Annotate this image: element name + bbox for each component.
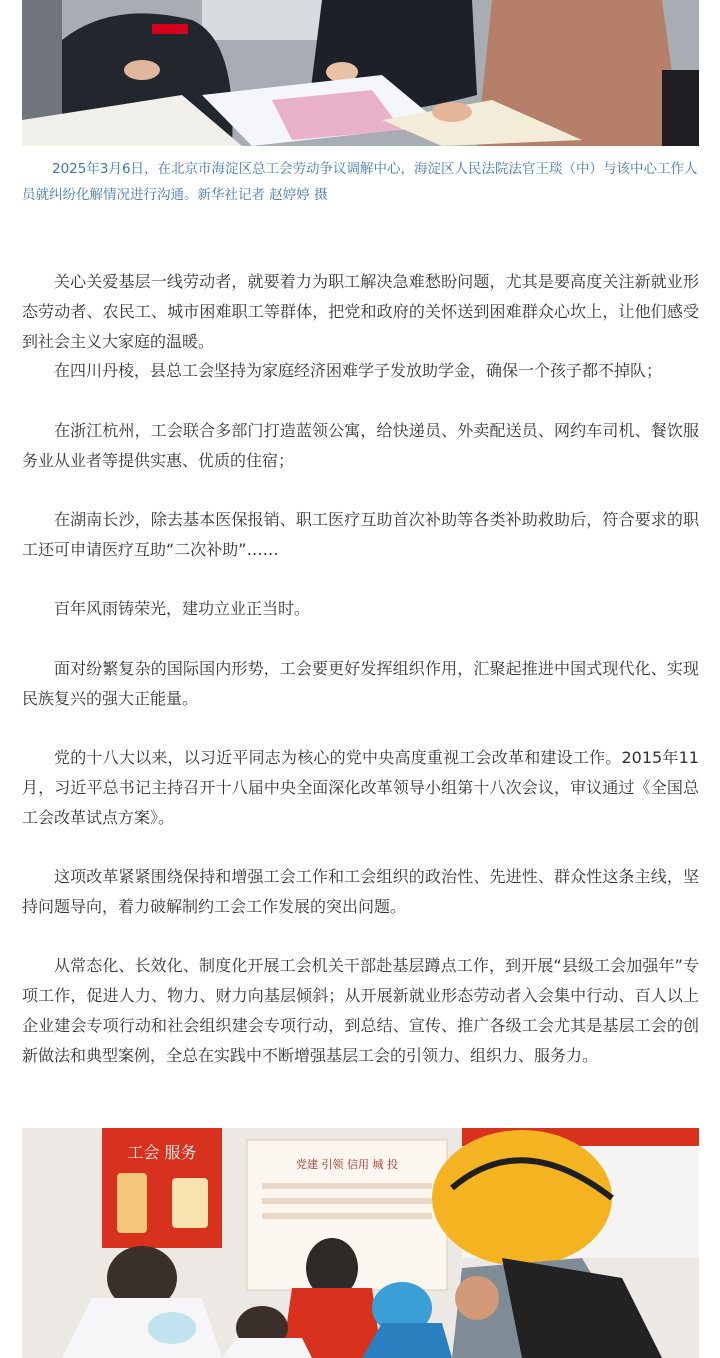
- banner-text: 工会 服务: [127, 1143, 197, 1162]
- article-paragraph-9: 从常态化、长效化、制度化开展工会机关干部赴基层蹲点工作，到开展“县级工会加强年”专项工作，促进人力、物力、财力向基层倾斜；从开展新就业形态劳动者入会集中行动、百人以上企业建会专项行动和社会组织建会专项行动，到总结、宣传、推广各级工会尤其是基层工会的创新做法和典型案例，全总在实践中不断增强基层工会的引领力、组织力、服务力。: [22, 956, 699, 1065]
- article-paragraph-6: 面对纷繁复杂的国际国内形势，工会要更好发挥组织作用，汇聚起推进中国式现代化、实现民族复兴的强大正能量。: [22, 659, 699, 708]
- article-paragraph-7: 党的十八大以来，以习近平同志为核心的党中央高度重视工会改革和建设工作。2015年11月，习近平总书记主持召开十八届中央全面深化改革领导小组第十八次会议，审议通过《全国总工会改革试点方案》。: [22, 748, 699, 827]
- article-paragraph-1: 关心关爱基层一线劳动者，就要着力为职工解决急难愁盼问题，尤其是要高度关注新就业形态劳动者、农民工、城市困难职工等群体，把党和政府的关怀送到困难群众心坎上，让他们感受到社会主义大家庭的温暖。: [22, 272, 699, 351]
- top-photo: [22, 0, 699, 146]
- bottom-photo-illustration: [22, 1128, 699, 1358]
- article-paragraph-4: 在湖南长沙，除去基本医保报销、职工医疗互助首次补助等各类补助救助后，符合要求的职工还可申请医疗互助“二次补助”……: [22, 510, 699, 559]
- article-paragraph-3: 在浙江杭州，工会联合多部门打造蓝领公寓，给快递员、外卖配送员、网约车司机、餐饮服务业从业者等提供实惠、优质的住宿；: [22, 421, 699, 470]
- article-paragraph-2: 在四川丹棱，县总工会坚持为家庭经济困难学子发放助学金，确保一个孩子都不掉队；: [54, 361, 663, 380]
- board-title: 党建 引领 信用 城 投: [296, 1158, 398, 1171]
- top-photo-illustration: [22, 0, 699, 146]
- photo-caption: 2025年3月6日，在北京市海淀区总工会劳动争议调解中心，海淀区人民法院法官王琰（中）与该中心工作人员就纠纷化解情况进行沟通。新华社记者 赵婷婷 摄: [22, 161, 698, 203]
- article-paragraph-5: 百年风雨铸荣光，建功立业正当时。: [54, 599, 311, 618]
- bottom-photo: [22, 1128, 699, 1358]
- article-paragraph-8: 这项改革紧紧围绕保持和增强工会工作和工会组织的政治性、先进性、群众性这条主线，坚持问题导向，着力破解制约工会工作发展的突出问题。: [22, 867, 699, 916]
